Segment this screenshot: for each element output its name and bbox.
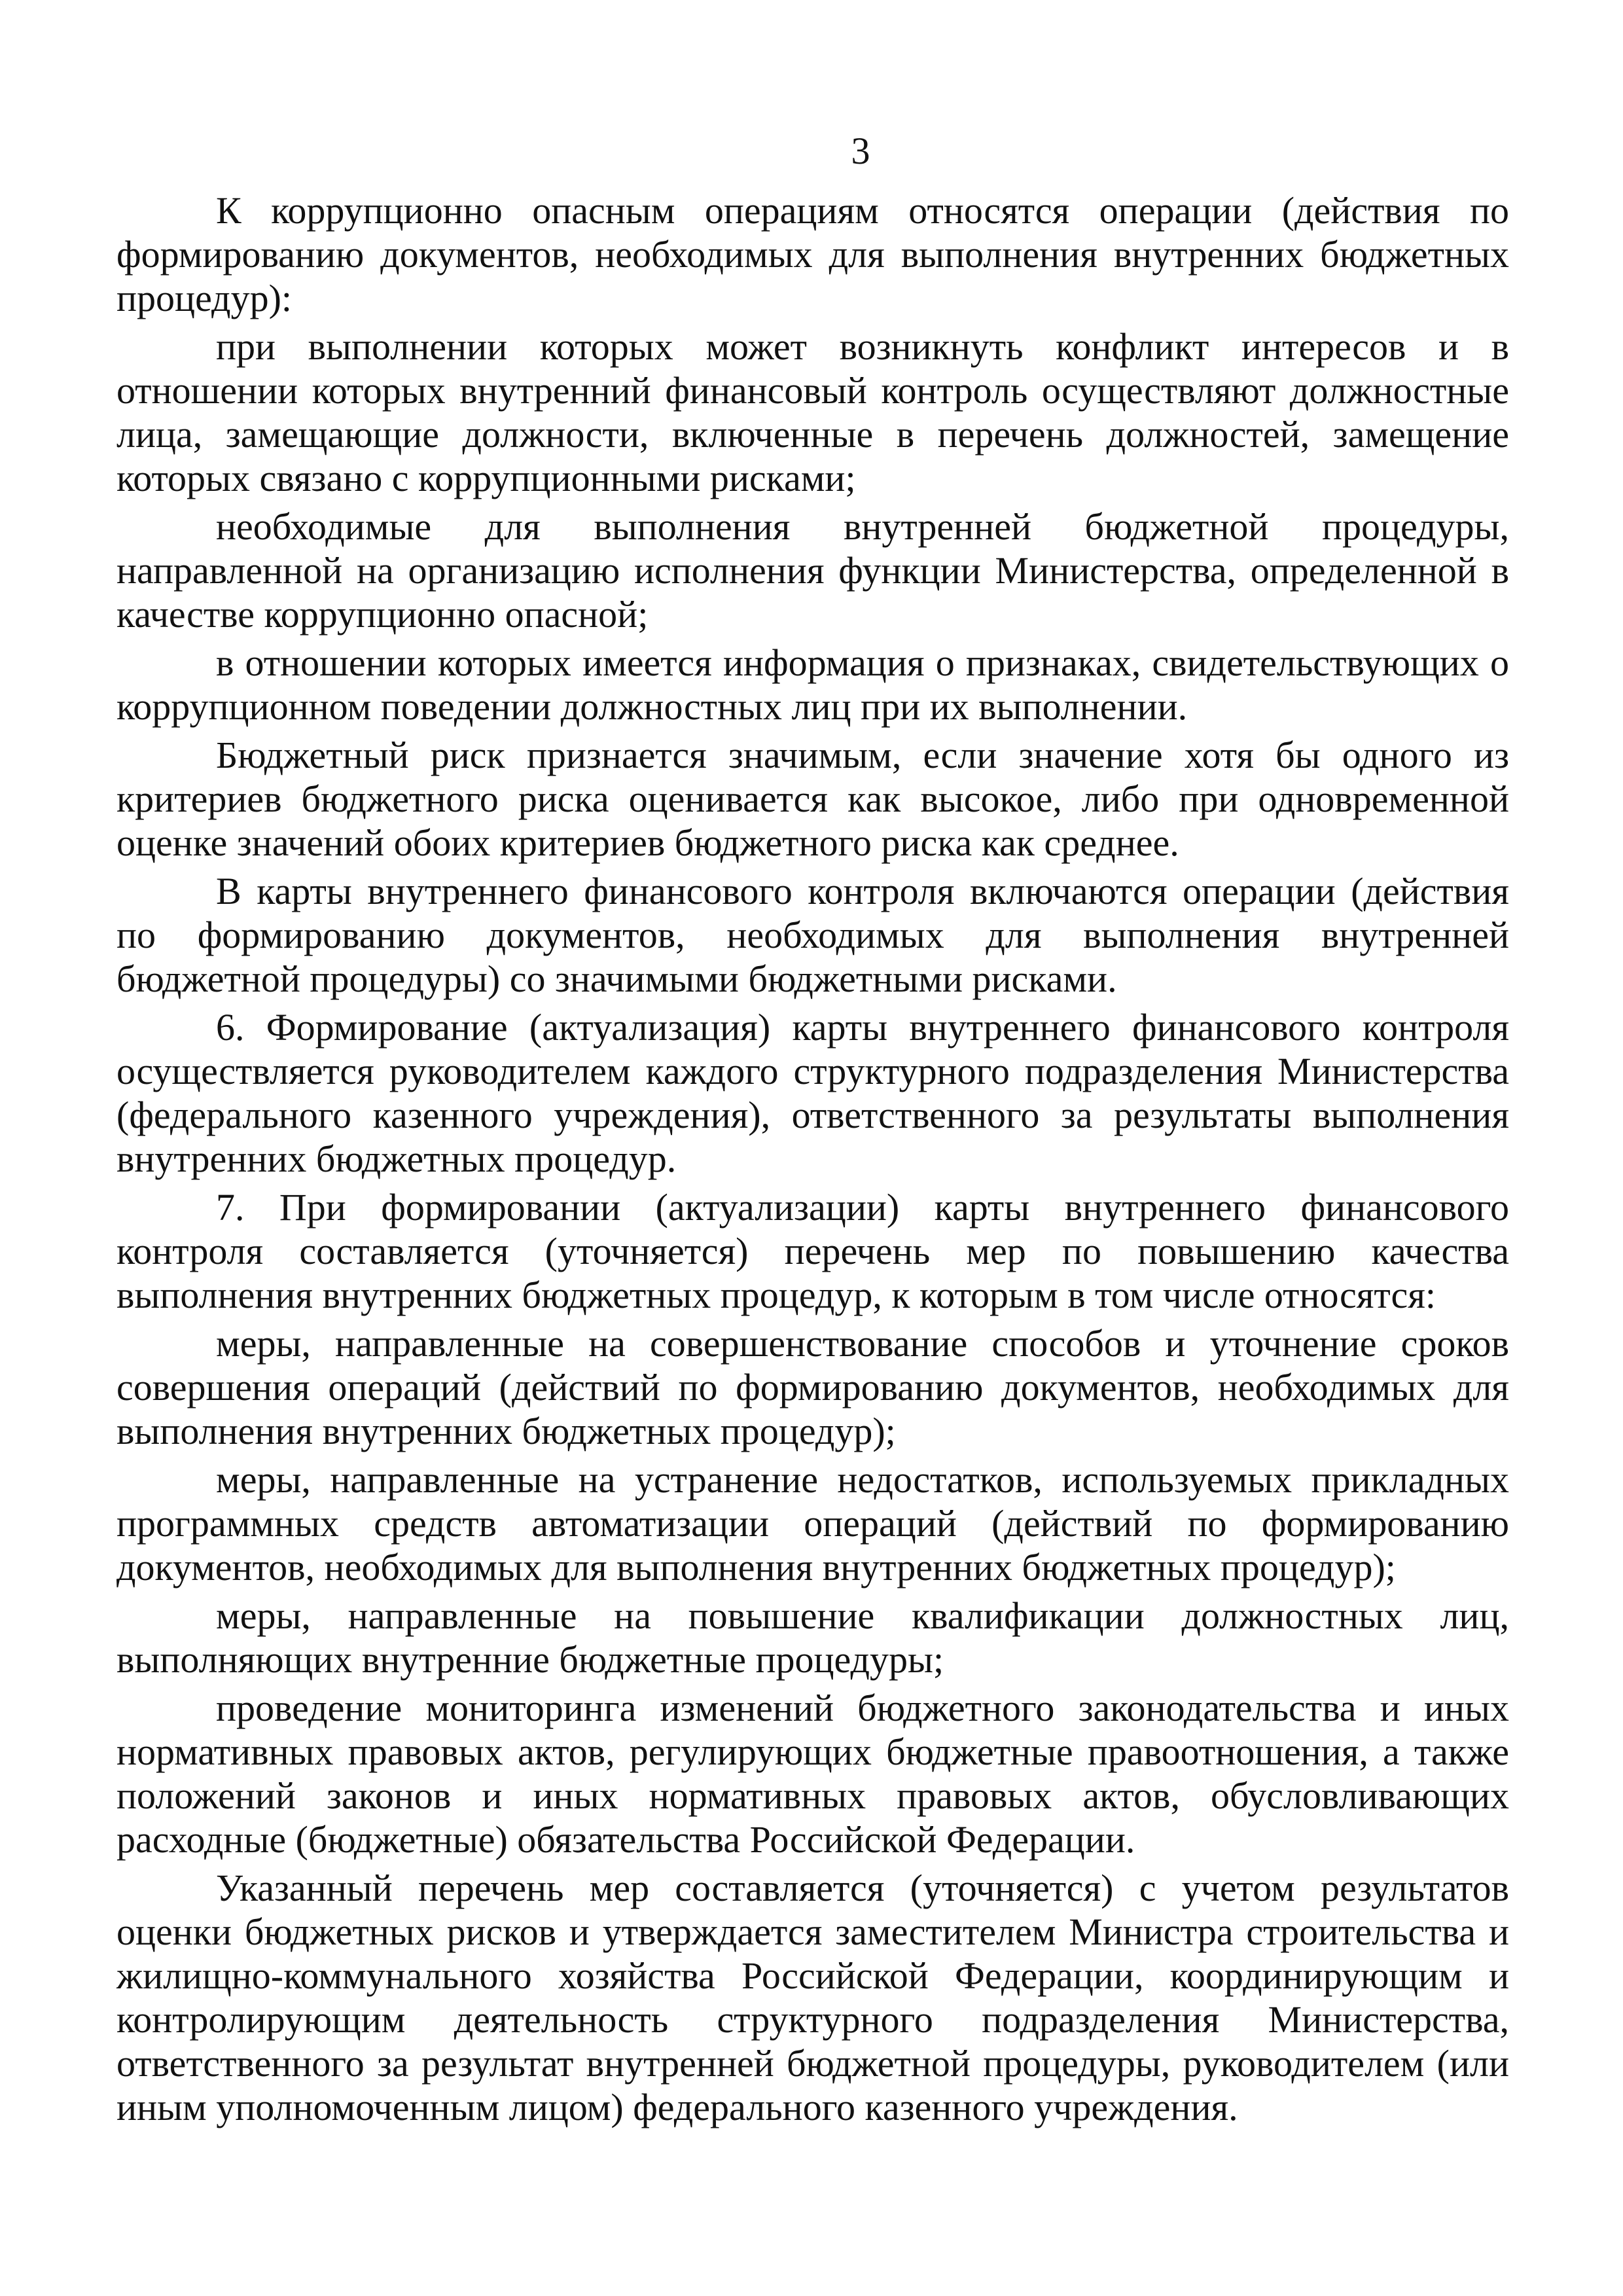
paragraph-measures-methods: меры, направленные на совершенствование способов и уточнение сроков совершения операций (действий по формированию документов, необходимых для выполнения внутренних бюджетных процедур); xyxy=(116,1322,1509,1452)
page-number: 3 xyxy=(851,130,870,172)
paragraph-control-cards: В карты внутреннего финансового контроля включаются операции (действия по формированию документов, необходимых для выполнения внутренней бюджетной процедуры) со значимыми бюджетными рисками. xyxy=(116,870,1509,1000)
paragraph-measures-software: меры, направленные на устранение недостатков, используемых прикладных программных средств автоматизации операций (действий по формированию документов, необходимых для выполнения внутренних бюджетных процедур); xyxy=(116,1458,1509,1588)
paragraph-monitoring: проведение мониторинга изменений бюджетного законодательства и иных нормативных правовых актов, регулирующих бюджетные правоотношения, а также положений законов и иных нормативных правовых актов, обусловливающих расходные (бюджетные) обязательства Российской Федерации. xyxy=(116,1687,1509,1861)
paragraph-corruption-operations: К коррупционно опасным операциям относятся операции (действия по формированию документов, необходимых для выполнения внутренних бюджетных процедур): xyxy=(116,189,1509,319)
paragraph-corruption-signs: в отношении которых имеется информация о признаках, свидетельствующих о коррупционном поведении должностных лиц при их выполнении. xyxy=(116,641,1509,728)
document-body xyxy=(116,188,1509,2134)
paragraph-item-7: 7. При формировании (актуализации) карты внутреннего финансового контроля составляется (уточняется) перечень мер по повышению качества выполнения внутренних бюджетных процедур, к которым в том числе относятся: xyxy=(116,1186,1509,1316)
paragraph-measures-approval: Указанный перечень мер составляется (уточняется) с учетом результатов оценки бюджетных рисков и утверждается заместителем Министра строительства и жилищно-коммунального хозяйства Российской Федерации, координирующим и контролирующим деятельность структурного подразделения Министерства, ответственного за результат внутренней бюджетной процедуры, руководителем (или иным уполномоченным лицом) федерального казенного учреждения. xyxy=(116,1867,1509,2128)
paragraph-conflict-of-interest: при выполнении которых может возникнуть конфликт интересов и в отношении которых внутренний финансовый контроль осуществляют должностные лица, замещающие должности, включенные в перечень должностей, замещение которых связано с коррупционными рисками; xyxy=(116,325,1509,499)
paragraph-corruption-function: необходимые для выполнения внутренней бюджетной процедуры, направленной на организацию исполнения функции Министерства, определенной в качестве коррупционно опасной; xyxy=(116,505,1509,636)
paragraph-significant-risk: Бюджетный риск признается значимым, если значение хотя бы одного из критериев бюджетного риска оценивается как высокое, либо при одновременной оценке значений обоих критериев бюджетного риска как среднее. xyxy=(116,734,1509,864)
paragraph-measures-qualification: меры, направленные на повышение квалификации должностных лиц, выполняющих внутренние бюджетные процедуры; xyxy=(116,1594,1509,1681)
paragraph-item-6: 6. Формирование (актуализация) карты внутреннего финансового контроля осуществляется руководителем каждого структурного подразделения Министерства (федерального казенного учреждения), ответственного за результаты выполнения внутренних бюджетных процедур. xyxy=(116,1006,1509,1180)
